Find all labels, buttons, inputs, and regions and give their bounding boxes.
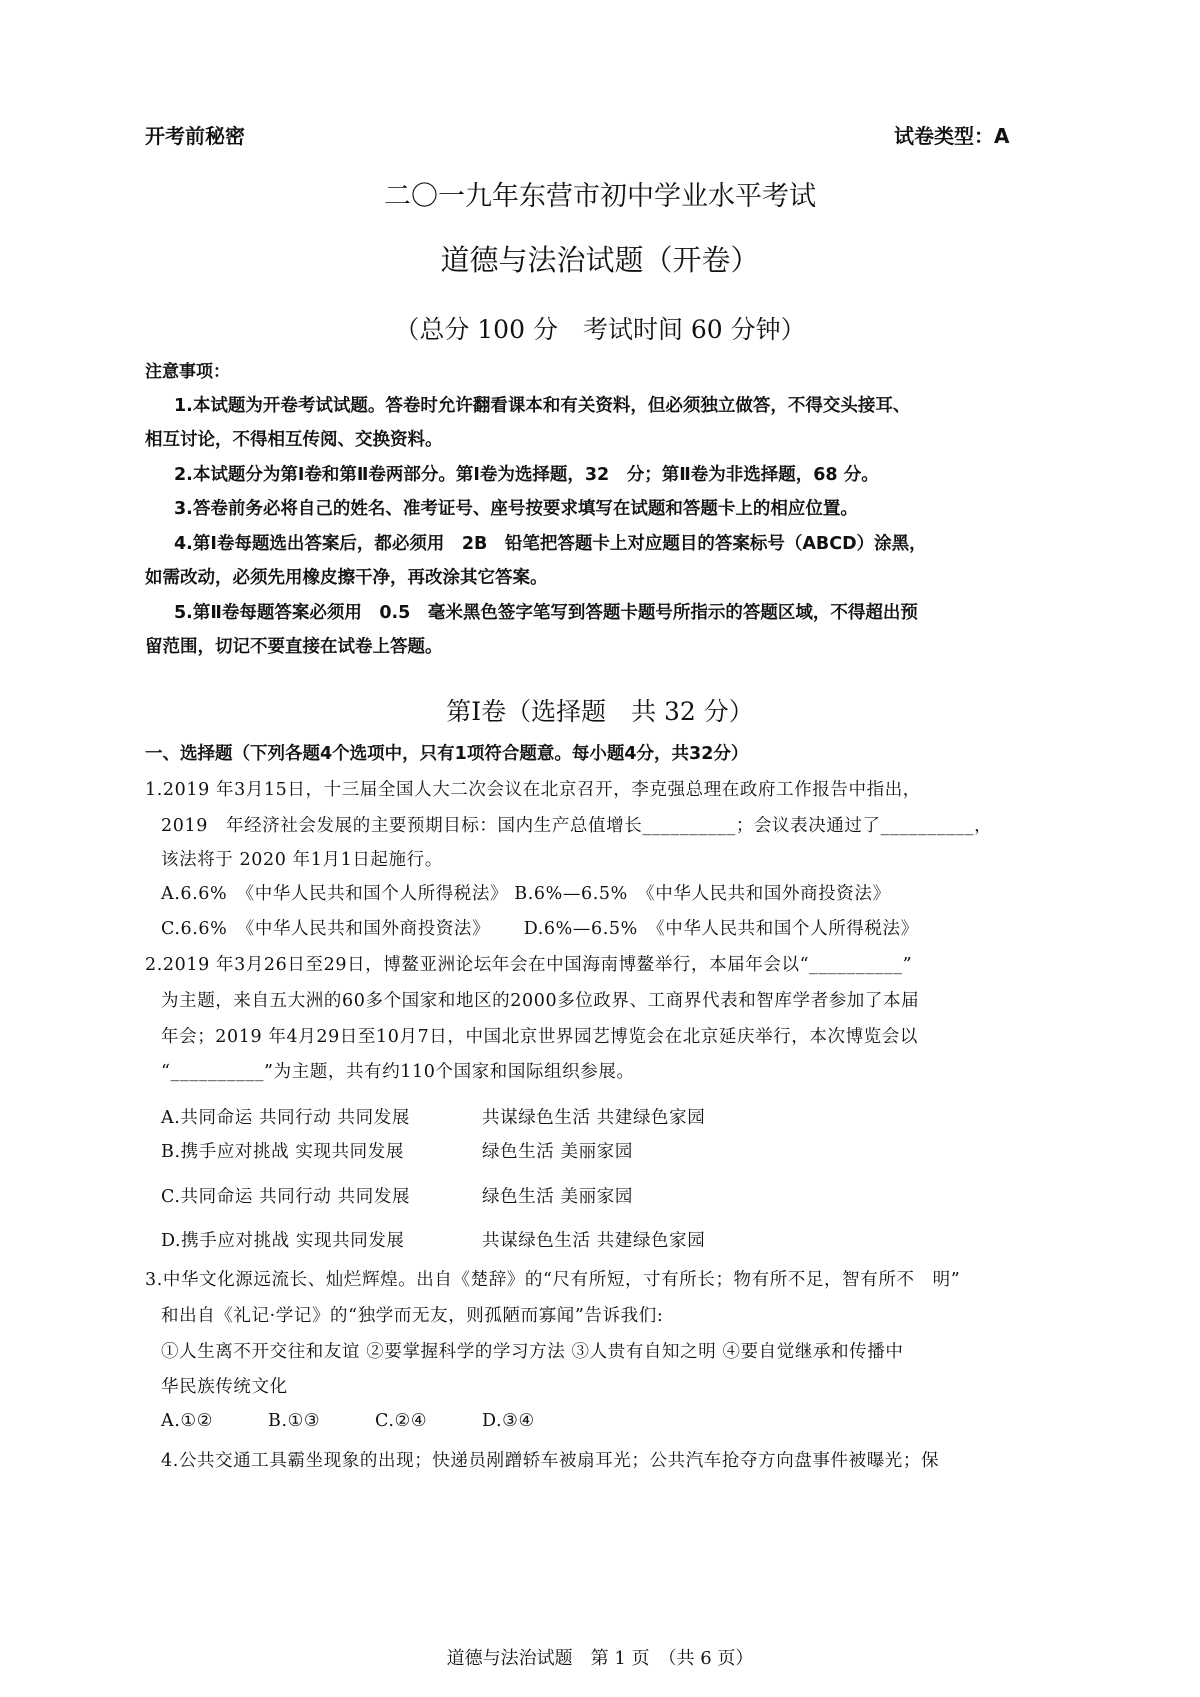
notice-line: 相互讨论，不得相互传阅、交换资料。 [145,430,443,450]
question-1-line: 2019 年经济社会发展的主要预期目标：国内生产总值增长__________；会议表决通过了__________， [161,816,993,836]
question-2-option-b: B.携手应对挑战 实现共同发展 [161,1142,404,1162]
notice-line: 留范围，切记不要直接在试卷上答题。 [145,637,443,657]
question-3-line: 3.中华文化源远流长、灿烂辉煌。出自《楚辞》的“尺有所短，寸有所长；物有所不足，智有所不 明” [145,1270,961,1290]
question-3-option: A.①② [161,1411,213,1431]
exam-title: 二〇一九年东营市初中学业水平考试 [384,181,816,212]
question-2-option-c: C.共同命运 共同行动 共同发展 [161,1187,411,1207]
question-1-line: 该法将于 2020 年1月1日起施行。 [161,850,443,870]
question-1-option: C.6.6% 《中华人民共和国外商投资法》 D.6%—6.5% 《中华人民共和国个人所得税法》 [161,919,919,939]
question-2-option-d-second: 共谋绿色生活 共建绿色家园 [482,1231,706,1251]
subject-title: 道德与法治试题（开卷） [440,243,760,277]
question-2-line: 2.2019 年3月26日至29日，博鳌亚洲论坛年会在中国海南博鳌举行，本届年会以“__________” [145,955,913,975]
question-2-option-a-second: 共谋绿色生活 共建绿色家园 [482,1108,706,1128]
question-1-option: A.6.6% 《中华人民共和国个人所得税法》 B.6%—6.5% 《中华人民共和国外商投资法》 [161,884,891,904]
question-2-option-b-second: 绿色生活 美丽家园 [482,1142,633,1162]
question-3-line: ①人生离不开交往和友谊 ②要掌握科学的学习方法 ③人贵有自知之明 ④要自觉继承和传播中 [161,1342,904,1362]
question-2-option-d: D.携手应对挑战 实现共同发展 [161,1231,405,1251]
notice-line: 如需改动，必须先用橡皮擦干净，再改涂其它答案。 [145,568,548,588]
section-title: 第Ⅰ卷（选择题 共 32 分） [446,697,754,726]
score-time-subtitle: （总分 100 分 考试时间 60 分钟） [394,315,806,344]
notice-line: 1.本试题为开卷考试试题。答卷时允许翻看课本和有关资料，但必须独立做答，不得交头接耳、 [174,396,911,416]
notice-line: 3.答卷前务必将自己的姓名、准考证号、座号按要求填写在试题和答题卡上的相应位置。 [174,499,858,519]
notice-heading: 注意事项： [145,362,230,382]
notice-line: 5.第Ⅱ卷每题答案必须用 0.5 毫米黑色签字笔写到答题卡题号所指示的答题区域，不得超出预 [174,603,918,623]
question-3-line: 和出自《礼记·学记》的“独学而无友，则孤陋而寡闻”告诉我们: [161,1306,664,1326]
question-3-option: D.③④ [482,1411,535,1431]
question-2-option-a: A.共同命运 共同行动 共同发展 [161,1108,410,1128]
question-2-line: 年会；2019 年4月29日至10月7日，中国北京世界园艺博览会在北京延庆举行，本次博览会以 [161,1027,918,1047]
question-3-option: C.②④ [375,1411,428,1431]
page-footer: 道德与法治试题 第 1 页 （共 6 页） [446,1648,754,1669]
section-instruction: 一、选择题（下列各题4个选项中，只有1项符合题意。每小题4分，共32分） [145,744,749,764]
paper-type-label: 试卷类型：A [894,124,1010,148]
confidential-label: 开考前秘密 [145,124,245,148]
notice-line: 2.本试题分为第Ⅰ卷和第Ⅱ卷两部分。第Ⅰ卷为选择题，32 分；第Ⅱ卷为非选择题，68 分。 [174,465,879,485]
question-3-line: 华民族传统文化 [161,1377,288,1397]
question-2-line: “__________”为主题，共有约110个国家和国际组织参展。 [161,1062,635,1082]
question-2-option-c-second: 绿色生活 美丽家园 [482,1187,633,1207]
question-1-line: 1.2019 年3月15日，十三届全国人大二次会议在北京召开，李克强总理在政府工作报告中指出， [145,780,921,800]
question-3-option: B.①③ [268,1411,321,1431]
notice-line: 4.第Ⅰ卷每题选出答案后，都必须用 2B 铅笔把答题卡上对应题目的答案标号（ABCD）涂黑， [174,534,927,554]
question-2-line: 为主题，来自五大洲的60多个国家和地区的2000多位政界、工商界代表和智库学者参加了本届 [161,991,920,1011]
question-4-line: 4.公共交通工具霸坐现象的出现；快递员剐蹭轿车被扇耳光；公共汽车抢夺方向盘事件被曝光；保 [161,1451,940,1471]
